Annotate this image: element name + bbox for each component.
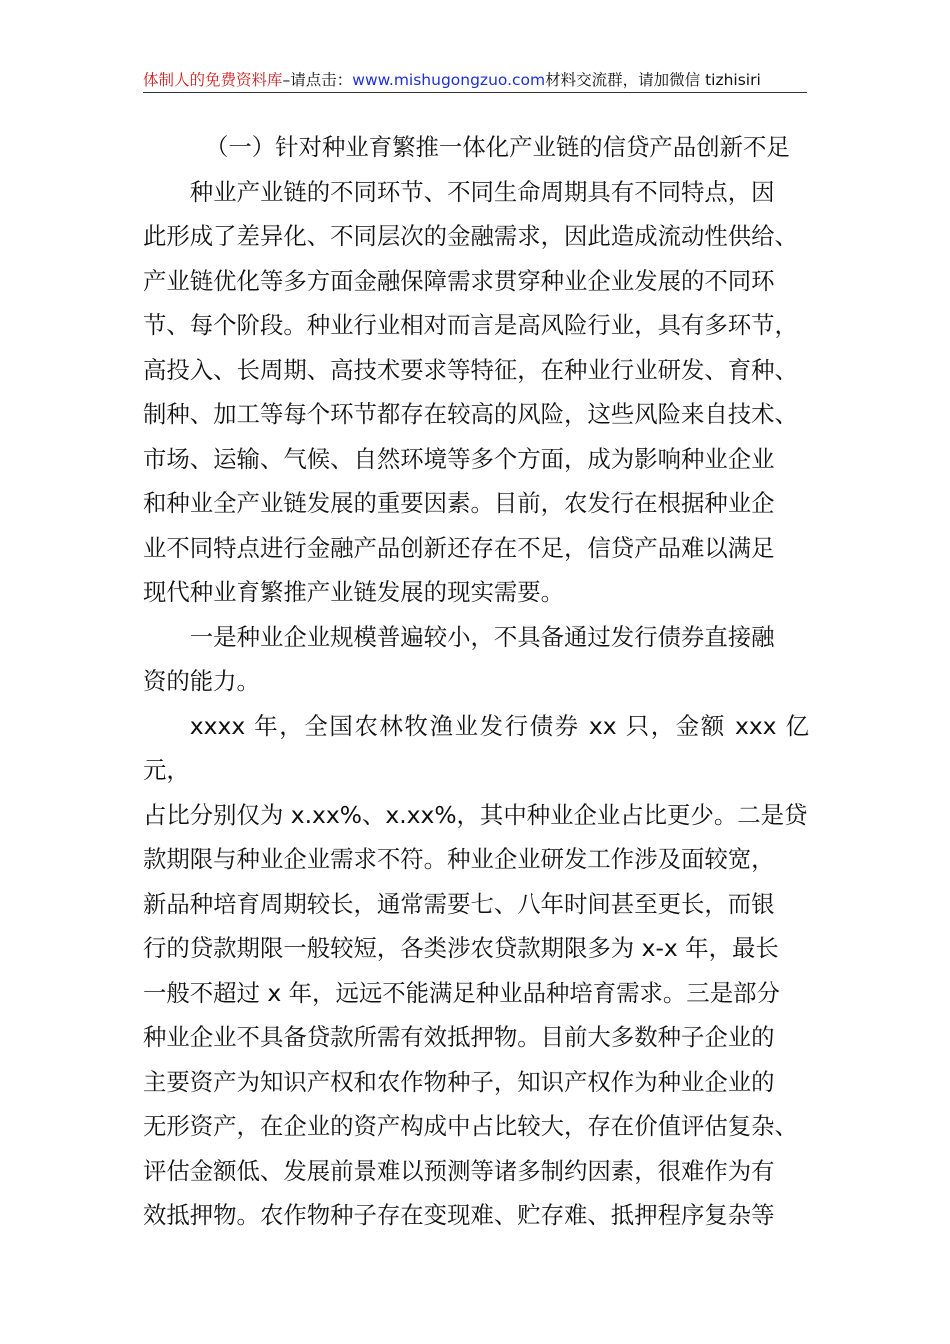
section-title: （一）针对种业育繁推一体化产业链的信贷产品创新不足 <box>205 133 790 161</box>
paragraph: 一是种业企业规模普遍较小，不具备通过发行债券直接融 资的能力。 <box>143 622 775 695</box>
page-header <box>143 68 807 93</box>
header-url-link[interactable]: www.mishugongzuo.com <box>352 71 546 89</box>
document-body <box>143 125 809 1238</box>
header-contact-note: 材料交流群，请加微信 tizhisiri <box>545 71 761 89</box>
header-prompt: –请点击： <box>282 71 353 89</box>
paragraph: xxxx 年，全国农林牧渔业发行债券 xx 只，金额 xxx 亿元， 占比分别仅为 x.xx%、x.xx%，其中种业企业占比更少。二是贷 款期限与种业企业需求不符。种业企业研发工作涉及面较宽， 新品种培育周期较长，通常需要七、八年时间甚至更长，而银 行的贷款期限一般较短，各类涉农贷款期限多为 x-x 年，最长 一般不超过 x 年，远远不能满足种业品种培育需求。三是部分 种业企业不具备贷款所需有效抵押物。目前大多数种子企业的 主要资产为知识产权和农作物种子，知识产权作为种业企业的 无形资产，在企业的资产构成中占比较大，存在价值评估复杂、 评估金额低、发展前景难以预测等诸多制约因素，很难作为有 效抵押物。农作物种子存在变现难、贮存难、抵押程序复杂等 <box>143 711 809 1229</box>
header-brand: 体制人的免费资料库 <box>143 71 283 89</box>
paragraph: 种业产业链的不同环节、不同生命周期具有不同特点，因 此形成了差异化、不同层次的金融需求，因此造成流动性供给、 产业链优化等多方面金融保障需求贯穿种业企业发展的不同环 节、每个阶段。种业行业相对而言是高风险行业，具有多环节， 高投入、长周期、高技术要求等特征，在种业行业研发、育种、 制种、加工等每个环节都存在较高的风险，这些风险来自技术、 市场、运输、气候、自然环境等多个方面，成为影响种业企业 和种业全产业链发展的重要因素。目前，农发行在根据种业企 业不同特点进行金融产品创新还存在不足，信贷产品难以满足 现代种业育繁推产业链发展的现实需要。 <box>143 177 798 606</box>
